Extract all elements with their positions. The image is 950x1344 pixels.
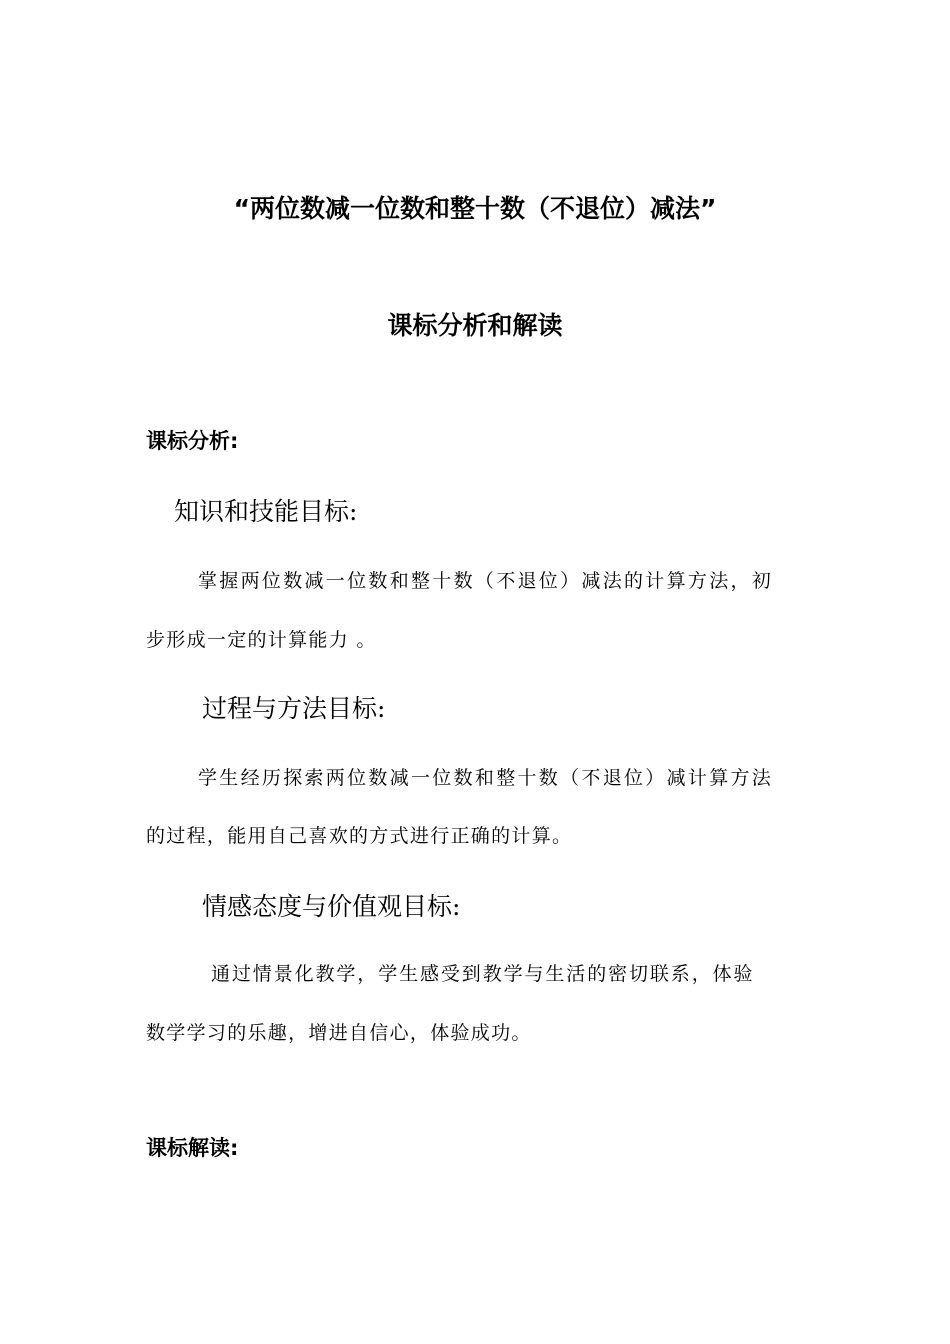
goal-text-attitude-line-1: 通过情景化教学，学生感受到教学与生活的密切联系，体验 — [211, 963, 755, 985]
document-subtitle: 课标分析和解读 — [387, 311, 563, 340]
goal-text-attitude-line-2: 数学学习的乐趣，增进自信心，体验成功。 — [146, 1022, 532, 1044]
document-title: “两位数减一位数和整十数（不退位）减法” — [233, 194, 717, 223]
section-heading-interpretation: 课标解读: — [146, 1136, 239, 1160]
goal-text-knowledge-line-1: 掌握两位数减一位数和整十数（不退位）减法的计算方法，初 — [198, 570, 774, 592]
goal-text-knowledge-line-2: 步形成一定的计算能力 。 — [146, 629, 377, 651]
goal-text-process-line-2: 的过程，能用自己喜欢的方式进行正确的计算。 — [146, 825, 573, 847]
goal-heading-process: 过程与方法目标: — [202, 694, 386, 723]
goal-text-process-line-1: 学生经历探索两位数减一位数和整十数（不退位）减计算方法 — [198, 767, 774, 789]
goal-heading-knowledge: 知识和技能目标: — [174, 497, 358, 526]
goal-heading-attitude: 情感态度与价值观目标: — [202, 892, 461, 921]
section-heading-analysis: 课标分析: — [146, 429, 239, 453]
